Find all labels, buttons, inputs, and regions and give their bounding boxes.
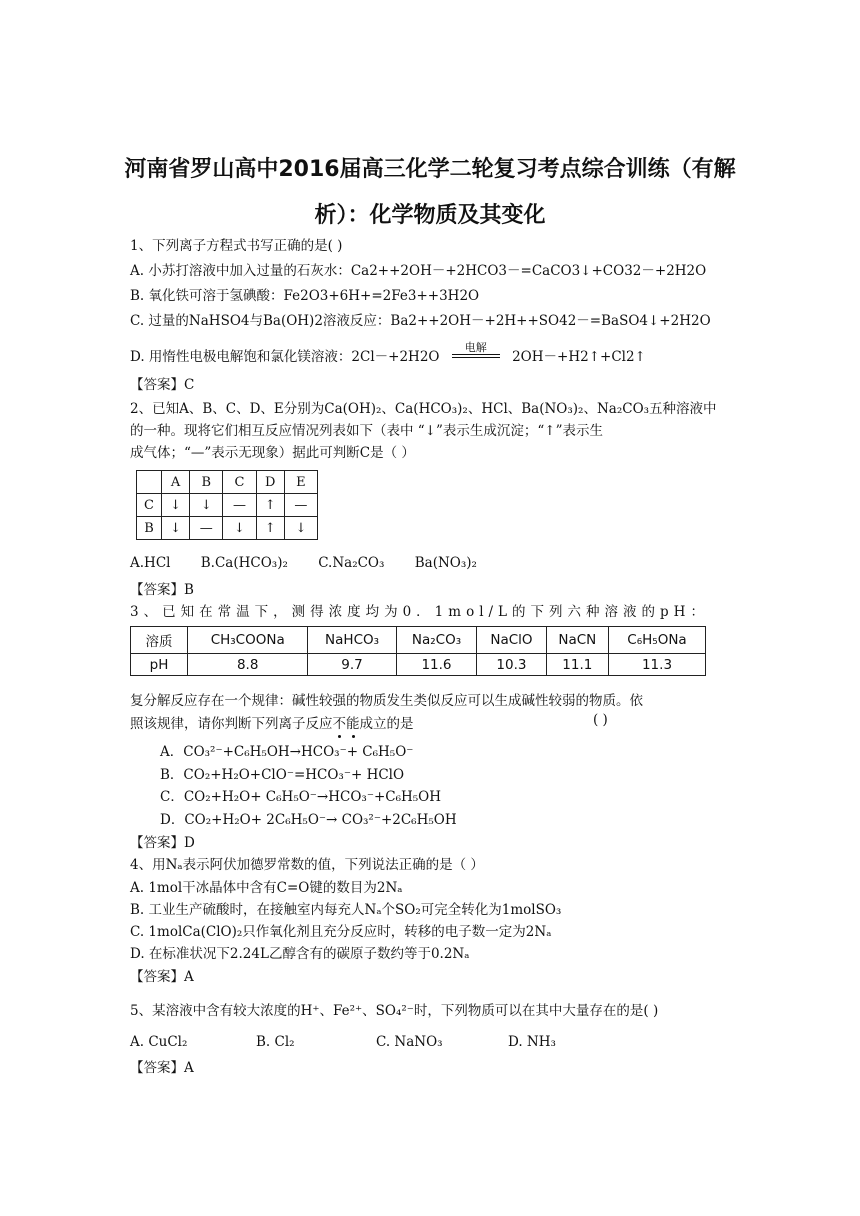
table-cell: ↓ (284, 517, 317, 540)
q1-answer: 【答案】C (130, 377, 195, 393)
q1-option-d (130, 341, 646, 365)
table-cell: Na₂CO₃ (396, 627, 477, 654)
table-row (137, 517, 318, 540)
q2-options (130, 555, 477, 571)
table-cell: 11.1 (546, 654, 608, 676)
table-cell: A (162, 471, 190, 494)
q2-option-b: B.Ca(HCO₃)₂ (200, 555, 288, 571)
table-cell: 10.3 (477, 654, 546, 676)
table-cell: 9.7 (308, 654, 396, 676)
q1-option-c: C. 过量的NaHSO4与Ba(OH)2溶液反应：Ba2++2OH－+2H++SO42－=BaSO4↓+2H2O (130, 313, 711, 329)
table-cell: C₆H₅ONa (609, 627, 706, 654)
q5-option-d: D. NH₃ (508, 1034, 556, 1050)
q3-rule-line1: 复分解反应存在一个规律：碱性较强的物质发生类似反应可以生成碱性较弱的物质。依 (130, 693, 643, 709)
q3-answer-paren: ( ) (593, 712, 608, 728)
table-header-row (131, 627, 706, 654)
q2-stem-line3: 成气体；“—”表示无现象）据此可判断C是（ ） (130, 445, 415, 461)
table-cell: — (223, 494, 256, 517)
q1-stem: 1、下列离子方程式书写正确的是( ) (130, 238, 343, 254)
q1-option-a: A. 小苏打溶液中加入过量的石灰水：Ca2++2OH－+2HCO3－=CaCO3↓+CO32－+2H2O (130, 263, 707, 279)
q3-emphasis-text: 不能 (332, 716, 360, 732)
table-cell: ↑ (256, 517, 284, 540)
q4-option-c: C. 1molCa(ClO)₂只作氧化剂且充分反应时，转移的电子数一定为2Nₐ (130, 924, 552, 940)
equal-bar-bottom (452, 357, 500, 358)
table-cell: pH (131, 654, 188, 676)
q5-option-c: C. NaNO₃ (376, 1034, 443, 1050)
table-cell: ↓ (162, 517, 190, 540)
table-cell: B (190, 471, 223, 494)
table-cell: CH₃COONa (188, 627, 308, 654)
table-cell: NaCN (546, 627, 608, 654)
table-cell: 11.3 (609, 654, 706, 676)
q5-options (130, 1034, 556, 1050)
table-cell: — (284, 494, 317, 517)
q3-option-b: B．CO₂+H₂O+ClO⁻=HCO₃⁻+ HClO (160, 767, 405, 783)
table-cell: D (256, 471, 284, 494)
doc-title-line2: 析）：化学物质及其变化 (314, 203, 546, 228)
table-row (137, 494, 318, 517)
q3-rule-line2 (130, 712, 608, 732)
emphasis-dot (338, 735, 341, 738)
table-cell: ↓ (162, 494, 190, 517)
q2-answer: 【答案】B (130, 582, 194, 598)
q2-option-a: A.HCl (130, 555, 171, 571)
q1-option-d-left: D. 用惰性电极电解饱和氯化镁溶液：2Cl－+2H2O (130, 349, 440, 365)
q2-option-c: C.Na₂CO₃ (318, 555, 385, 571)
table-cell: 8.8 (188, 654, 308, 676)
q3-option-c: C．CO₂+H₂O+ C₆H₅O⁻→HCO₃⁻+C₆H₅OH (160, 789, 442, 805)
equal-bar-top (452, 354, 500, 355)
q3-emphasis-not (333, 716, 360, 732)
q4-option-d: D. 在标准状况下2.24L乙醇含有的碳原子数约等于0.2Nₐ (130, 946, 470, 962)
q3-rule-tail: 成立的是 (359, 716, 414, 732)
table-cell: C (137, 494, 162, 517)
electrolysis-condition: 电解 (464, 341, 487, 354)
q5-option-a: A. CuCl₂ (130, 1034, 188, 1050)
table-cell: E (284, 471, 317, 494)
q1-option-d-right: 2OH－+H2↑+Cl2↑ (512, 349, 646, 365)
q4-option-b: B. 工业生产硫酸时，在接触室内每充人Nₐ个SO₂可完全转化为1molSO₃ (130, 902, 562, 918)
table-cell: 11.6 (396, 654, 477, 676)
q5-stem: 5、某溶液中含有较大浓度的H⁺、Fe²⁺、SO₄²⁻时，下列物质可以在其中大量存在的是( ) (130, 1003, 659, 1019)
q2-stem-line1: 2、已知A、B、C、D、E分别为Ca(OH)₂、Ca(HCO₃)₂、HCl、Ba(NO₃)₂、Na₂CO₃五种溶液中 (130, 401, 717, 417)
table-cell: C (223, 471, 256, 494)
q1-option-b: B. 氧化铁可溶于氢碘酸：Fe2O3+6H+=2Fe3++3H2O (130, 288, 480, 304)
q4-answer: 【答案】A (130, 969, 194, 985)
table-row (131, 654, 706, 676)
q3-rule-text: 照该规律，请你判断下列离子反应 (130, 716, 333, 732)
q3-option-d: D．CO₂+H₂O+ 2C₆H₅O⁻→ CO₃²⁻+2C₆H₅OH (160, 812, 457, 828)
q2-option-d: Ba(NO₃)₂ (414, 555, 477, 571)
table-header-row (137, 471, 318, 494)
q5-answer: 【答案】A (130, 1060, 194, 1076)
doc-title-line1: 河南省罗山高中2016届高三化学二轮复习考点综合训练（有解 (124, 157, 736, 182)
table-cell: NaHCO₃ (308, 627, 396, 654)
table-cell: ↓ (223, 517, 256, 540)
emphasis-dot (352, 735, 355, 738)
q5-option-b: B. Cl₂ (256, 1034, 295, 1050)
q4-stem: 4、用Nₐ表示阿伏加德罗常数的值，下列说法正确的是（ ） (130, 857, 484, 873)
q3-ph-table (130, 626, 706, 676)
table-cell: ↑ (256, 494, 284, 517)
q4-option-a: A. 1mol干冰晶体中含有C=O键的数目为2Nₐ (130, 880, 403, 896)
q2-reaction-table (136, 470, 318, 540)
table-cell: — (190, 517, 223, 540)
table-cell: NaClO (477, 627, 546, 654)
table-cell: ↓ (190, 494, 223, 517)
q2-stem-line2: 的一种。现将它们相互反应情况列表如下（表中 “↓”表示生成沉淀；“↑”表示生 (130, 423, 604, 439)
q3-option-a: A．CO₃²⁻+C₆H₅OH→HCO₃⁻+ C₆H₅O⁻ (160, 744, 414, 760)
electrolysis-arrow (452, 341, 500, 361)
q3-answer: 【答案】D (130, 835, 195, 851)
table-cell (137, 471, 162, 494)
table-cell: 溶质 (131, 627, 188, 654)
table-cell: B (137, 517, 162, 540)
q3-stem: 3、已知在常温下，测得浓度均为0．1mol/L的下列六种溶液的pH： (130, 604, 709, 620)
